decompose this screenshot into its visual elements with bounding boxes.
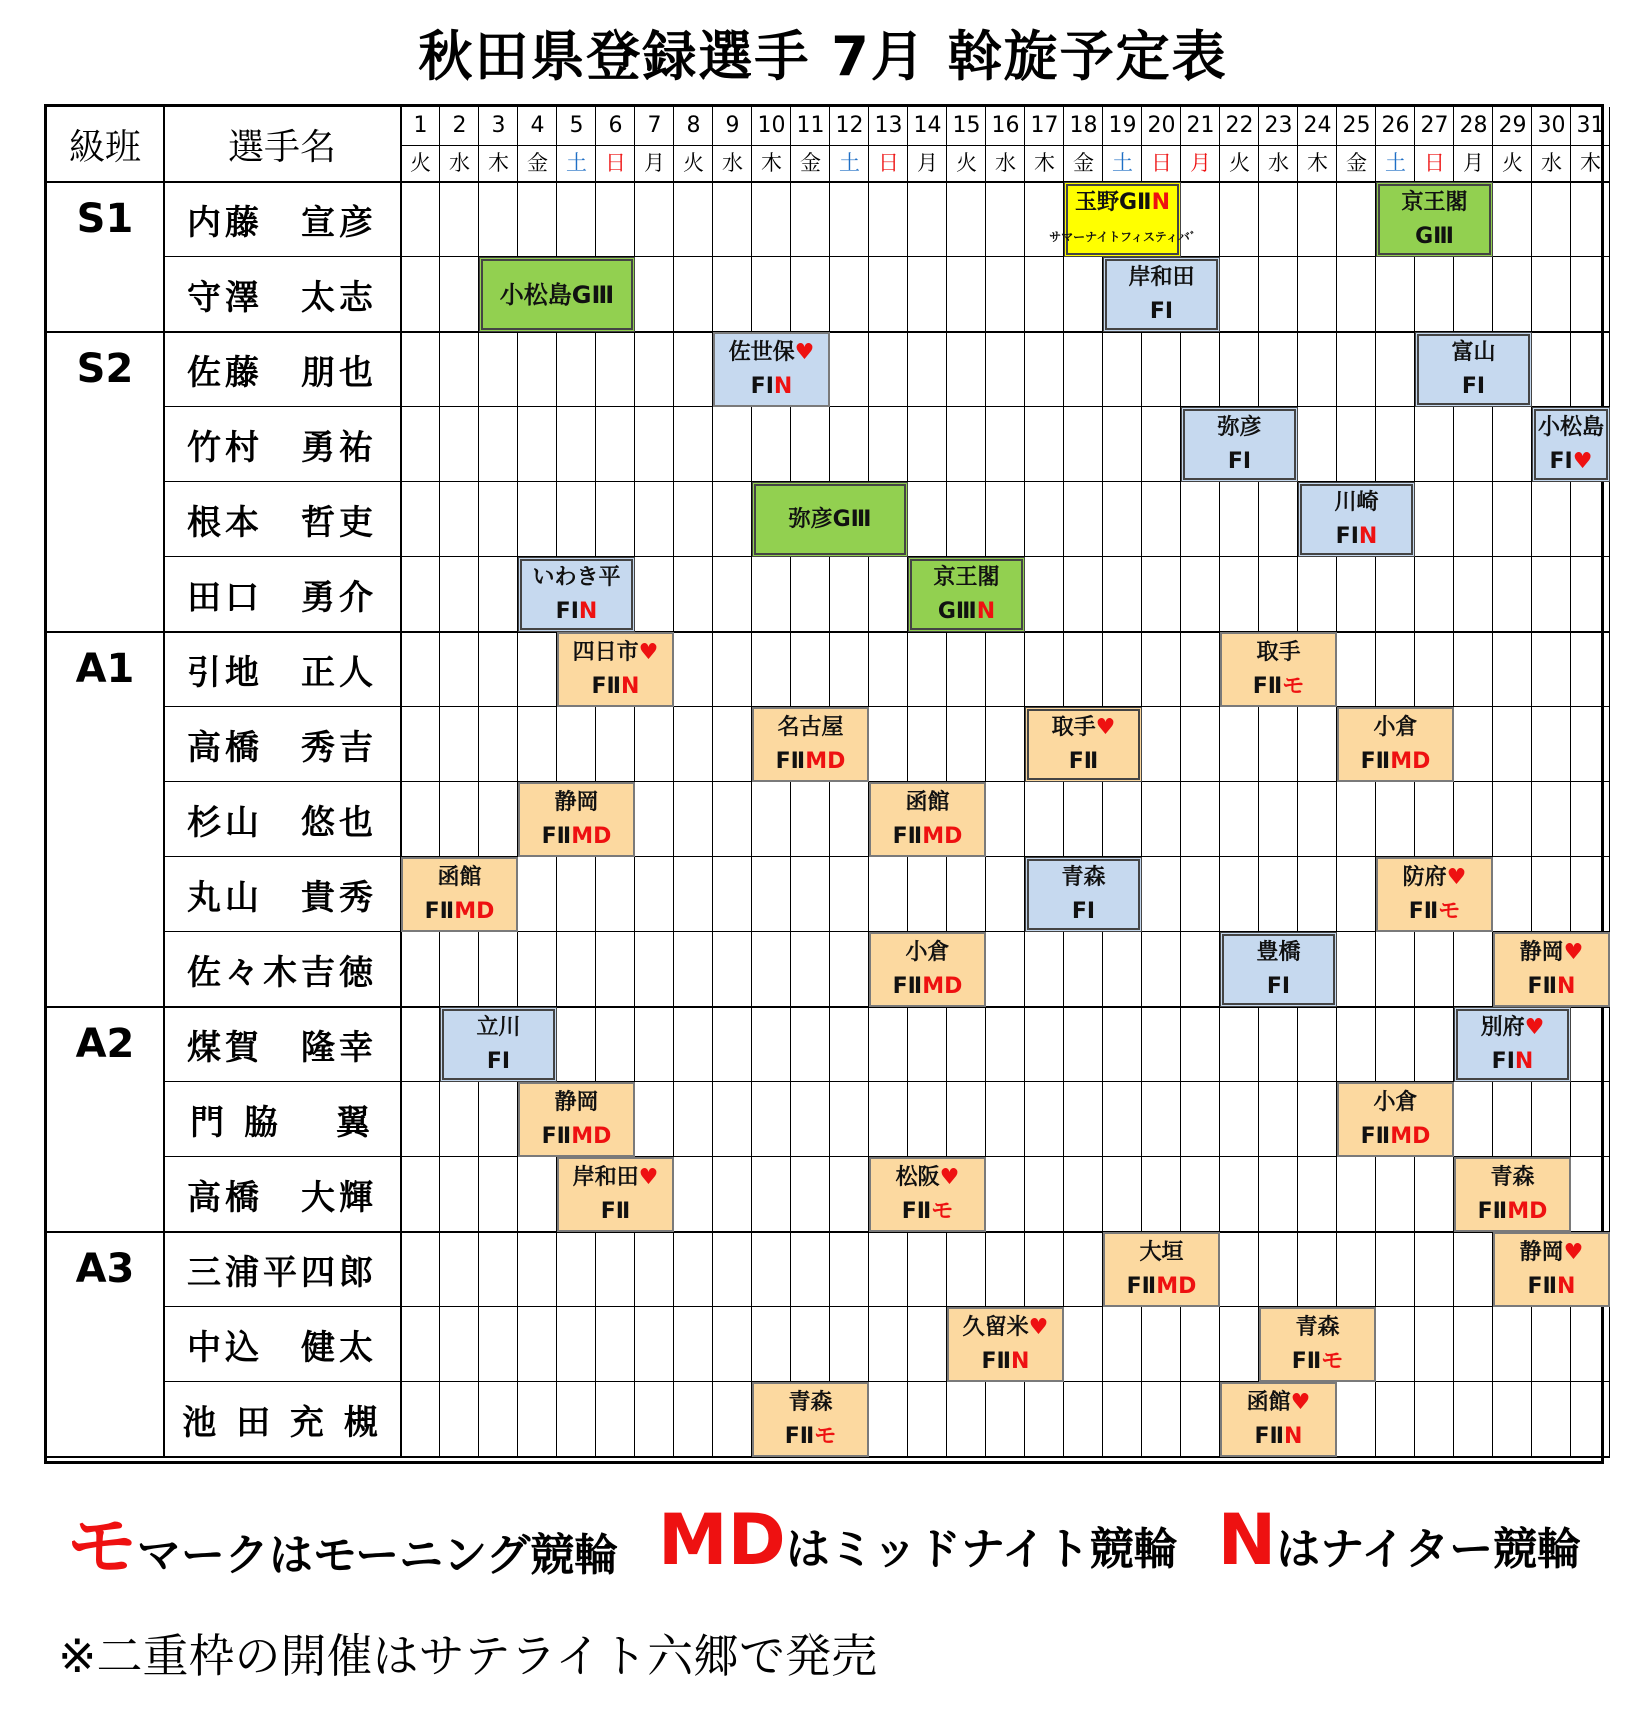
event-mark: N xyxy=(1557,1273,1576,1299)
day-number: 11 xyxy=(796,113,825,138)
day-number: 23 xyxy=(1264,113,1293,138)
grid-vline xyxy=(1258,107,1259,1457)
rider-name: 竹村 勇祐 xyxy=(187,428,377,468)
event-block xyxy=(908,557,1025,632)
event-venue: 小松島GⅢ xyxy=(499,280,615,309)
day-number: 19 xyxy=(1108,113,1137,138)
event-mark: モ xyxy=(1438,898,1461,924)
day-number: 30 xyxy=(1537,113,1566,138)
event-block xyxy=(869,782,986,857)
event-block xyxy=(518,1082,635,1157)
event-grade: FⅡモ xyxy=(784,1423,837,1449)
event-mark: モ xyxy=(1282,673,1305,699)
event-grade: FⅡMD xyxy=(892,973,963,999)
day-number: 10 xyxy=(757,113,786,138)
event-block xyxy=(752,1382,869,1457)
event-grade: FⅠN xyxy=(1335,523,1378,549)
weekday-label: 木 xyxy=(761,151,782,175)
event-mark: N xyxy=(1358,523,1378,549)
rider-name: 中込 健太 xyxy=(187,1328,377,1368)
event-block xyxy=(1454,1007,1571,1082)
event-block xyxy=(1220,632,1337,707)
event-grade: FⅠ xyxy=(486,1048,511,1074)
day-number: 4 xyxy=(530,113,545,138)
event-mark: N xyxy=(1557,973,1576,999)
event-block xyxy=(869,1157,986,1232)
grid-vline xyxy=(1297,107,1298,1457)
event-venue: 静岡 xyxy=(554,789,599,815)
event-block xyxy=(1103,1232,1220,1307)
event-block xyxy=(1532,407,1610,482)
grade-label: S1 xyxy=(76,196,134,242)
event-venue: 静岡♥ xyxy=(1519,939,1584,965)
day-number: 15 xyxy=(952,113,981,138)
day-number: 12 xyxy=(835,113,864,138)
event-block xyxy=(518,782,635,857)
event-grade: FⅠ xyxy=(1149,298,1174,324)
event-mark: MD xyxy=(454,898,495,924)
event-block xyxy=(947,1307,1064,1382)
event-mark: ♥ xyxy=(1028,1314,1049,1340)
event-mark: MD xyxy=(805,748,846,774)
rider-name: 内藤 宣彦 xyxy=(187,203,377,243)
legend-text-morning: マークはモーニング競輪 xyxy=(136,1529,619,1581)
event-grade: FⅡモ xyxy=(1291,1348,1344,1374)
day-number: 21 xyxy=(1186,113,1215,138)
event-grade: GⅢN xyxy=(937,598,996,624)
event-venue: 佐世保♥ xyxy=(728,339,815,365)
weekday-label: 木 xyxy=(1580,151,1601,175)
event-venue: 松阪♥ xyxy=(895,1164,960,1190)
weekday-label: 金 xyxy=(1346,151,1367,175)
grid-vline xyxy=(829,107,830,1457)
grid-vline xyxy=(1375,107,1376,1457)
grid-hline-days xyxy=(401,145,1610,146)
legend-mark-midnight: MD xyxy=(658,1499,786,1581)
weekday-label: 水 xyxy=(1268,151,1289,175)
legend-text-nighter: はナイター競輪 xyxy=(1276,1524,1582,1575)
event-block xyxy=(401,857,518,932)
event-block xyxy=(1337,707,1454,782)
legend-morning xyxy=(67,1490,618,1591)
event-venue: 久留米♥ xyxy=(962,1314,1049,1340)
event-block xyxy=(1220,932,1337,1007)
rider-name: 三浦平四郎 xyxy=(187,1253,377,1293)
event-mark: ♥ xyxy=(794,339,815,365)
legend-mark-morning: モ xyxy=(66,1504,137,1587)
event-grade: FⅡ xyxy=(600,1198,631,1224)
grid-vline xyxy=(1453,107,1454,1457)
event-grade: FⅡMD xyxy=(1477,1198,1548,1224)
event-mark: ♥ xyxy=(1572,448,1593,474)
event-block xyxy=(1025,857,1142,932)
rider-name: 池 田 充 槻 xyxy=(182,1403,382,1443)
event-venue: 大垣 xyxy=(1139,1239,1184,1265)
event-grade: GⅢ xyxy=(1415,223,1454,249)
event-venue: 防府♥ xyxy=(1402,864,1467,890)
day-number: 22 xyxy=(1225,113,1254,138)
event-mark: MD xyxy=(1390,1123,1431,1149)
weekday-label: 水 xyxy=(1541,151,1562,175)
weekday-label: 日 xyxy=(1424,151,1445,175)
weekday-label: 金 xyxy=(527,151,548,175)
weekday-label: 木 xyxy=(1034,151,1055,175)
event-grade: FⅡMD xyxy=(424,898,495,924)
event-venue: 小倉 xyxy=(905,939,950,965)
rider-name: 丸山 貴秀 xyxy=(187,878,377,918)
event-venue: 函館♥ xyxy=(1246,1389,1311,1415)
event-grade: サマーナイトフィスティバﾞ xyxy=(1049,229,1196,244)
weekday-label: 水 xyxy=(722,151,743,175)
header-grade: 級班 xyxy=(68,127,141,168)
event-mark: N xyxy=(773,373,793,399)
event-block xyxy=(869,932,986,1007)
event-block xyxy=(1493,932,1610,1007)
day-number: 17 xyxy=(1030,113,1059,138)
event-block xyxy=(1454,1157,1571,1232)
event-grade: FⅠ xyxy=(1071,898,1096,924)
event-block xyxy=(1025,707,1142,782)
event-venue: 取手 xyxy=(1256,639,1301,665)
event-venue: 別府♥ xyxy=(1480,1014,1545,1040)
weekday-label: 水 xyxy=(449,151,470,175)
event-grade: FⅠN xyxy=(555,598,598,624)
event-venue: 青森 xyxy=(1295,1314,1340,1340)
weekday-label: 火 xyxy=(410,151,431,175)
event-grade: FⅡモ xyxy=(1408,898,1461,924)
event-venue: 青森 xyxy=(788,1389,833,1415)
legend-text-midnight: はミッドナイト競輪 xyxy=(785,1524,1178,1575)
rider-name: 佐々木吉徳 xyxy=(187,953,377,993)
event-block xyxy=(1376,182,1493,257)
event-block xyxy=(1049,182,1196,257)
event-mark: MD xyxy=(1156,1273,1197,1299)
day-number: 1 xyxy=(413,113,428,138)
rider-name: 引地 正人 xyxy=(187,653,377,693)
event-grade: FⅡMD xyxy=(541,1123,612,1149)
event-venue: いわき平 xyxy=(532,564,621,590)
grade-label: A1 xyxy=(75,646,135,692)
weekday-label: 土 xyxy=(839,151,860,175)
event-venue: 静岡♥ xyxy=(1519,1239,1584,1265)
day-number: 24 xyxy=(1303,113,1332,138)
day-number: 16 xyxy=(991,113,1020,138)
weekday-label: 土 xyxy=(1112,151,1133,175)
event-grade: FⅡMD xyxy=(775,748,846,774)
day-number: 5 xyxy=(569,113,584,138)
weekday-label: 日 xyxy=(878,151,899,175)
grid-vline xyxy=(1024,107,1025,1457)
event-venue: 岸和田 xyxy=(1128,264,1195,290)
event-block xyxy=(1298,482,1415,557)
event-mark: ♥ xyxy=(1563,1239,1584,1265)
event-mark: ♥ xyxy=(1290,1389,1311,1415)
grid-vline xyxy=(751,107,752,1457)
event-mark: MD xyxy=(1507,1198,1548,1224)
schedule-table xyxy=(44,104,1605,1587)
page-title: 秋田県登録選手 7月 斡旋予定表 xyxy=(418,25,1228,88)
event-venue: 名古屋 xyxy=(777,714,844,740)
day-number: 3 xyxy=(491,113,506,138)
legend-nighter xyxy=(1218,1499,1582,1581)
event-mark: MD xyxy=(922,973,963,999)
legend xyxy=(47,1475,1601,1605)
day-number: 20 xyxy=(1147,113,1176,138)
event-grade: FⅡMD xyxy=(1360,1123,1431,1149)
weekday-label: 金 xyxy=(800,151,821,175)
event-grade: FⅡN xyxy=(981,1348,1030,1374)
rider-name: 煤賀 隆幸 xyxy=(187,1028,377,1068)
weekday-label: 木 xyxy=(1307,151,1328,175)
event-mark: ♥ xyxy=(1563,939,1584,965)
day-number: 14 xyxy=(913,113,942,138)
event-grade: FⅡN xyxy=(591,673,640,699)
grid-vline xyxy=(1414,107,1415,1457)
event-grade: FⅠ xyxy=(1461,373,1486,399)
event-mark: ♥ xyxy=(1095,714,1116,740)
event-grade: FⅡモ xyxy=(1252,673,1305,699)
event-venue: 立川 xyxy=(476,1014,521,1040)
grid-vline xyxy=(439,107,440,1457)
satellite-note: ※二重枠の開催はサテライト六郷で発売 xyxy=(58,1629,878,1683)
weekday-label: 金 xyxy=(1073,151,1094,175)
grid-vline xyxy=(712,107,713,1457)
event-mark: N xyxy=(1514,1048,1534,1074)
weekday-label: 火 xyxy=(956,151,977,175)
event-venue: 取手♥ xyxy=(1051,714,1116,740)
event-grade: FⅠ♥ xyxy=(1549,448,1593,474)
grade-label: A2 xyxy=(75,1021,135,1067)
header-rider-name: 選手名 xyxy=(227,127,336,168)
event-venue: 静岡 xyxy=(554,1089,599,1115)
event-mark: MD xyxy=(1390,748,1431,774)
event-block xyxy=(1259,1307,1376,1382)
event-block xyxy=(557,632,674,707)
event-mark: N xyxy=(1011,1348,1030,1374)
event-block xyxy=(518,557,635,632)
event-mark: MD xyxy=(571,823,612,849)
weekday-label: 日 xyxy=(1151,151,1172,175)
grid-vline xyxy=(1063,107,1064,1457)
event-venue: 小松島 xyxy=(1537,414,1604,440)
rider-name: 門 脇 翼 xyxy=(190,1103,374,1143)
event-grade: FⅡMD xyxy=(1126,1273,1197,1299)
event-grade: FⅡN xyxy=(1254,1423,1303,1449)
legend-midnight xyxy=(658,1499,1178,1581)
event-mark: モ xyxy=(931,1198,954,1224)
event-block xyxy=(1376,857,1493,932)
event-block xyxy=(713,332,830,407)
event-mark: MD xyxy=(922,823,963,849)
event-venue: 青森 xyxy=(1490,1164,1535,1190)
event-venue: 小倉 xyxy=(1373,714,1418,740)
event-mark: モ xyxy=(814,1423,837,1449)
day-number: 13 xyxy=(874,113,903,138)
event-mark: モ xyxy=(1321,1348,1344,1374)
event-mark: MD xyxy=(571,1123,612,1149)
day-number: 9 xyxy=(725,113,740,138)
event-mark: ♥ xyxy=(1446,864,1467,890)
day-number: 29 xyxy=(1498,113,1527,138)
event-grade: FⅡN xyxy=(1527,973,1576,999)
event-mark: N xyxy=(976,598,996,624)
weekday-label: 日 xyxy=(605,151,626,175)
event-block xyxy=(1337,1082,1454,1157)
event-block xyxy=(1415,332,1532,407)
event-mark: N xyxy=(1284,1423,1303,1449)
grade-label: A3 xyxy=(75,1246,135,1292)
event-block xyxy=(1103,257,1220,332)
legend-mark-nighter: N xyxy=(1217,1499,1277,1581)
grid-vline xyxy=(790,107,791,1457)
event-mark: ♥ xyxy=(1524,1014,1545,1040)
weekday-label: 月 xyxy=(1463,151,1484,175)
event-mark: N xyxy=(621,673,640,699)
event-venue: 青森 xyxy=(1061,864,1106,890)
event-grade: FⅠ xyxy=(1227,448,1252,474)
event-grade: FⅡN xyxy=(1527,1273,1576,1299)
event-venue: 小倉 xyxy=(1373,1089,1418,1115)
event-venue: 京王閣 xyxy=(933,564,1000,590)
grid-vline xyxy=(673,107,674,1457)
event-venue: 岸和田♥ xyxy=(572,1164,659,1190)
event-venue: 川崎 xyxy=(1334,489,1379,515)
event-grade: FⅡMD xyxy=(541,823,612,849)
rider-name: 田口 勇介 xyxy=(187,578,377,618)
day-number: 18 xyxy=(1069,113,1098,138)
rider-name: 高橋 大輝 xyxy=(187,1178,377,1218)
day-number: 8 xyxy=(686,113,701,138)
event-venue: 豊橋 xyxy=(1256,939,1301,965)
weekday-label: 水 xyxy=(995,151,1016,175)
event-venue: 玉野GⅡN xyxy=(1075,189,1170,215)
event-grade: FⅡMD xyxy=(1360,748,1431,774)
day-number: 28 xyxy=(1459,113,1488,138)
event-block xyxy=(557,1157,674,1232)
day-number: 6 xyxy=(608,113,623,138)
event-block xyxy=(440,1007,557,1082)
event-mark: N xyxy=(1151,189,1170,215)
weekday-label: 月 xyxy=(917,151,938,175)
event-mark: N xyxy=(578,598,598,624)
event-venue: 函館 xyxy=(905,789,950,815)
grid-vline xyxy=(1336,107,1337,1457)
event-venue: 富山 xyxy=(1451,339,1496,365)
event-mark: ♥ xyxy=(939,1164,960,1190)
event-mark: ♥ xyxy=(638,639,659,665)
rider-name: 杉山 悠也 xyxy=(187,803,377,843)
day-number: 31 xyxy=(1576,113,1605,138)
weekday-label: 土 xyxy=(1385,151,1406,175)
event-grade: FⅠN xyxy=(750,373,793,399)
event-block xyxy=(1181,407,1298,482)
event-grade: FⅠ xyxy=(1266,973,1291,999)
event-grade: FⅡモ xyxy=(901,1198,954,1224)
weekday-label: 火 xyxy=(1502,151,1523,175)
weekday-label: 月 xyxy=(1190,151,1211,175)
event-venue: 弥彦 xyxy=(1217,414,1262,440)
event-venue: 四日市♥ xyxy=(572,639,659,665)
event-grade: FⅡ xyxy=(1068,748,1099,774)
grade-label: S2 xyxy=(76,346,134,392)
weekday-label: 木 xyxy=(488,151,509,175)
weekday-label: 月 xyxy=(644,151,665,175)
day-number: 25 xyxy=(1342,113,1371,138)
rider-name: 根本 哲吏 xyxy=(187,503,377,543)
day-number: 7 xyxy=(647,113,662,138)
rider-name: 佐藤 朋也 xyxy=(187,353,377,393)
rider-name: 守澤 太志 xyxy=(187,278,377,318)
event-venue: 弥彦GⅢ xyxy=(788,506,872,532)
event-venue: 京王閣 xyxy=(1401,189,1468,215)
weekday-label: 火 xyxy=(1229,151,1250,175)
day-number: 2 xyxy=(452,113,467,138)
rider-name: 高橋 秀吉 xyxy=(187,728,377,768)
event-block xyxy=(752,707,869,782)
event-mark: ♥ xyxy=(638,1164,659,1190)
weekday-label: 火 xyxy=(683,151,704,175)
event-grade: FⅠN xyxy=(1491,1048,1534,1074)
day-number: 26 xyxy=(1381,113,1410,138)
weekday-label: 土 xyxy=(566,151,587,175)
event-block xyxy=(1493,1232,1610,1307)
event-grade: FⅡMD xyxy=(892,823,963,849)
event-block xyxy=(1220,1382,1337,1457)
day-number: 27 xyxy=(1420,113,1449,138)
event-block xyxy=(752,482,908,557)
event-venue: 函館 xyxy=(437,864,482,890)
event-block xyxy=(479,257,635,332)
